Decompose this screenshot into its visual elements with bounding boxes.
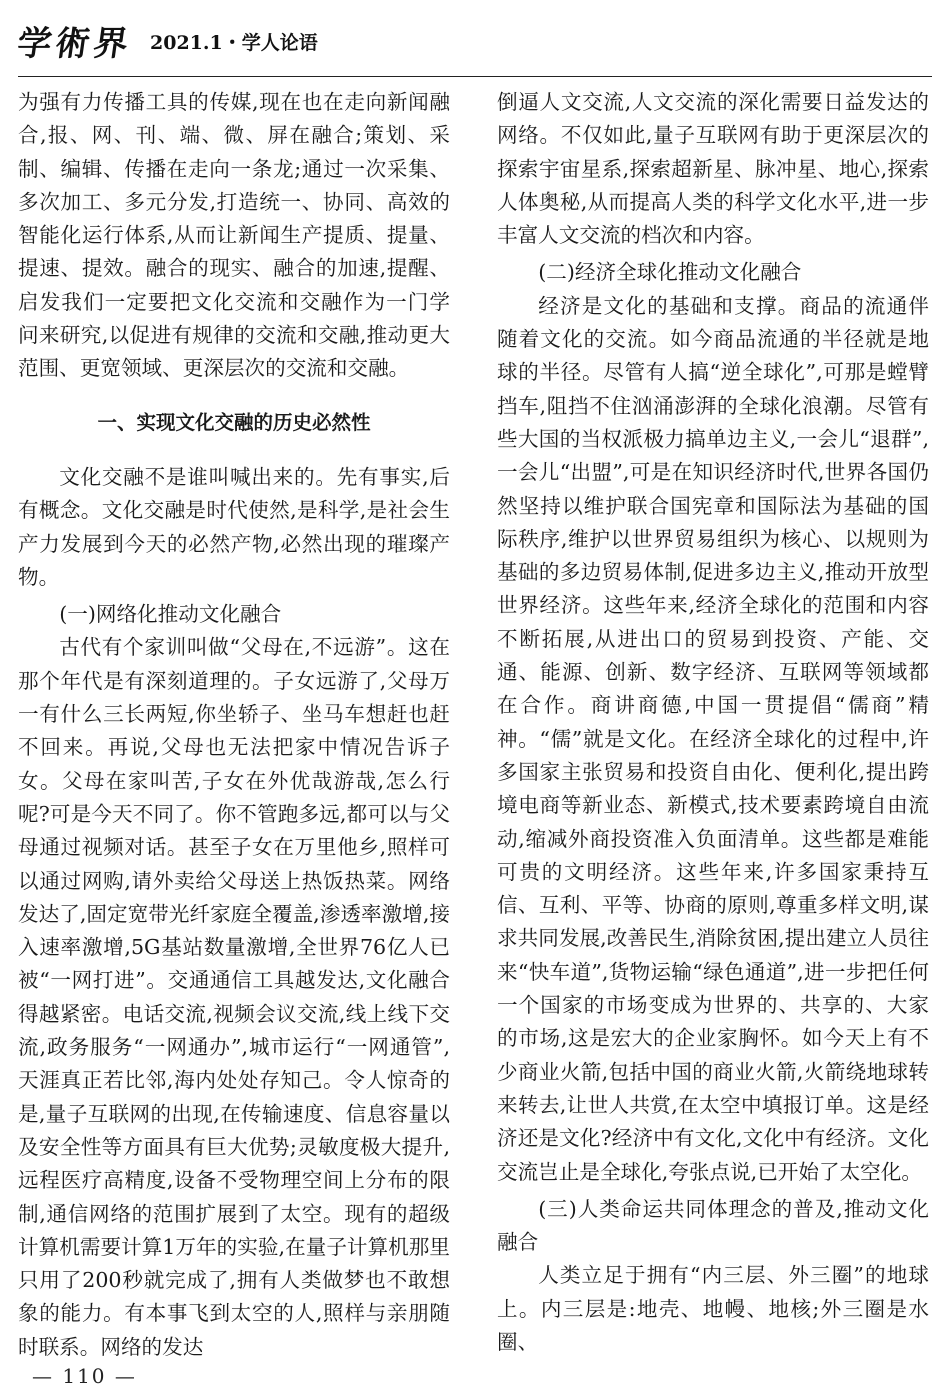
- subsection-heading: (一)网络化推动文化融合: [59, 602, 282, 627]
- paragraph: 为强有力传播工具的传媒,现在也在走向新闻融合,报、网、刊、端、微、屏在融合;策划、采制、编辑、传播在走向一条龙;通过一次采集、多次加工、多元分发,打造统一、协同、高效的智能化运行体系,从而让新闻生产提质、提量、提速、提效。融合的现实、融合的加速,提醒、启发我们一定要把文化交流和交融作为一门学问来研究,以促进有规律的交流和交融,推动更大范围、更宽领域、更深层次的交流和交融。: [18, 90, 450, 381]
- page-header: [14, 14, 932, 64]
- header-rule: [18, 76, 932, 77]
- section-heading: 一、实现文化交融的历史必然性: [97, 410, 371, 434]
- paragraph: 人类立足于拥有“内三层、外三圈”的地球上。内三层是:地壳、地幔、地核;外三圈是水圈、: [497, 1263, 929, 1354]
- subsection-heading: (二)经济全球化推动文化融合: [538, 260, 802, 285]
- paragraph: 古代有个家训叫做“父母在,不远游”。这在那个年代是有深刻道理的。子女远游了,父母万一有什么三长两短,你坐轿子、坐马车想赶也赶不回来。再说,父母也无法把家中情况告诉子女。父母在家叫苦,子女在外优哉游哉,怎么行呢?可是今天不同了。你不管跑多远,都可以与父母通过视频对话。甚至子女在万里他乡,照样可以通过网购,请外卖给父母送上热饭热菜。网络发达了,固定宽带光纤家庭全覆盖,渗透率激增,接入速率激增,5G基站数量激增,全世界76亿人已被“一网打进”。交通通信工具越发达,文化融合得越紧密。电话交流,视频会议交流,线上线下交流,政务服务“一网通办”,城市运行“一网通管”,天涯真正若比邻,海内处处存知己。令人惊奇的是,量子互联网的出现,在传输速度、信息容量以及安全性等方面具有巨大优势;灵敏度极大提升,远程医疗高精度,设备不受物理空间上分布的限制,通信网络的范围扩展到了太空。现有的超级计算机需要计算1万年的实验,在量子计算机那里只用了200秒就完成了,拥有人类做梦也不敢想象的能力。有本事飞到太空的人,照样与亲朋随时联系。网络的发达: [18, 635, 450, 1359]
- paragraph: 经济是文化的基础和支撑。商品的流通伴随着文化的交流。如今商品流通的半径就是地球的半径。尽管有人搞“逆全球化”,可那是螳臂挡车,阻挡不住汹涌澎湃的全球化浪潮。尽管有些大国的当权派极力搞单边主义,一会儿“退群”,一会儿“出盟”,可是在知识经济时代,世界各国仍然坚持以维护联合国宪章和国际法为基础的国际秩序,维护以世界贸易组织为核心、以规则为基础的多边贸易体制,促进多边主义,推动开放型世界经济。这些年来,经济全球化的范围和内容不断拓展,从进出口的贸易到投资、产能、交通、能源、创新、数字经济、互联网等领域都在合作。商讲商德,中国一贯提倡“儒商”精神。“儒”就是文化。在经济全球化的过程中,许多国家主张贸易和投资自由化、便利化,提出跨境电商等新业态、新模式,技术要素跨境自由流动,缩减外商投资准入负面清单。这些都是难能可贵的文明经济。这些年来,许多国家秉持互信、互利、平等、协商的原则,尊重多样文明,谋求共同发展,改善民生,消除贫困,提出建立人员往来“快车道”,货物运输“绿色通道”,进一步把任何一个国家的市场变成为世界的、共享的、大家的市场,这是宏大的企业家胸怀。如今天上有不少商业火箭,包括中国的商业火箭,火箭绕地球转来转去,让世人共赏,在太空中填报订单。这是经济还是文化?经济中有文化,文化中有经济。文化交流岂止是全球化,夸张点说,已开始了太空化。: [497, 293, 929, 1184]
- left-column: [18, 86, 450, 1364]
- page-number: — 110 —: [32, 1364, 137, 1388]
- journal-logo: 学術界: [14, 24, 135, 64]
- paragraph: 文化交融不是谁叫喊出来的。先有事实,后有概念。文化交融是时代使然,是科学,是社会生产力发展到今天的必然产物,必然出现的璀璨产物。: [18, 464, 450, 589]
- subsection-heading: (三)人类命运共同体理念的普及,推动文化融合: [497, 1196, 929, 1255]
- issue-label: 2021.1・学人论语: [150, 32, 318, 54]
- right-column: [497, 86, 929, 1359]
- paragraph: 倒逼人文交流,人文交流的深化需要日益发达的网络。不仅如此,量子互联网有助于更深层次的探索宇宙星系,探索超新星、脉冲星、地心,探索人体奥秘,从而提高人类的科学文化水平,进一步丰富人文交流的档次和内容。: [497, 90, 929, 248]
